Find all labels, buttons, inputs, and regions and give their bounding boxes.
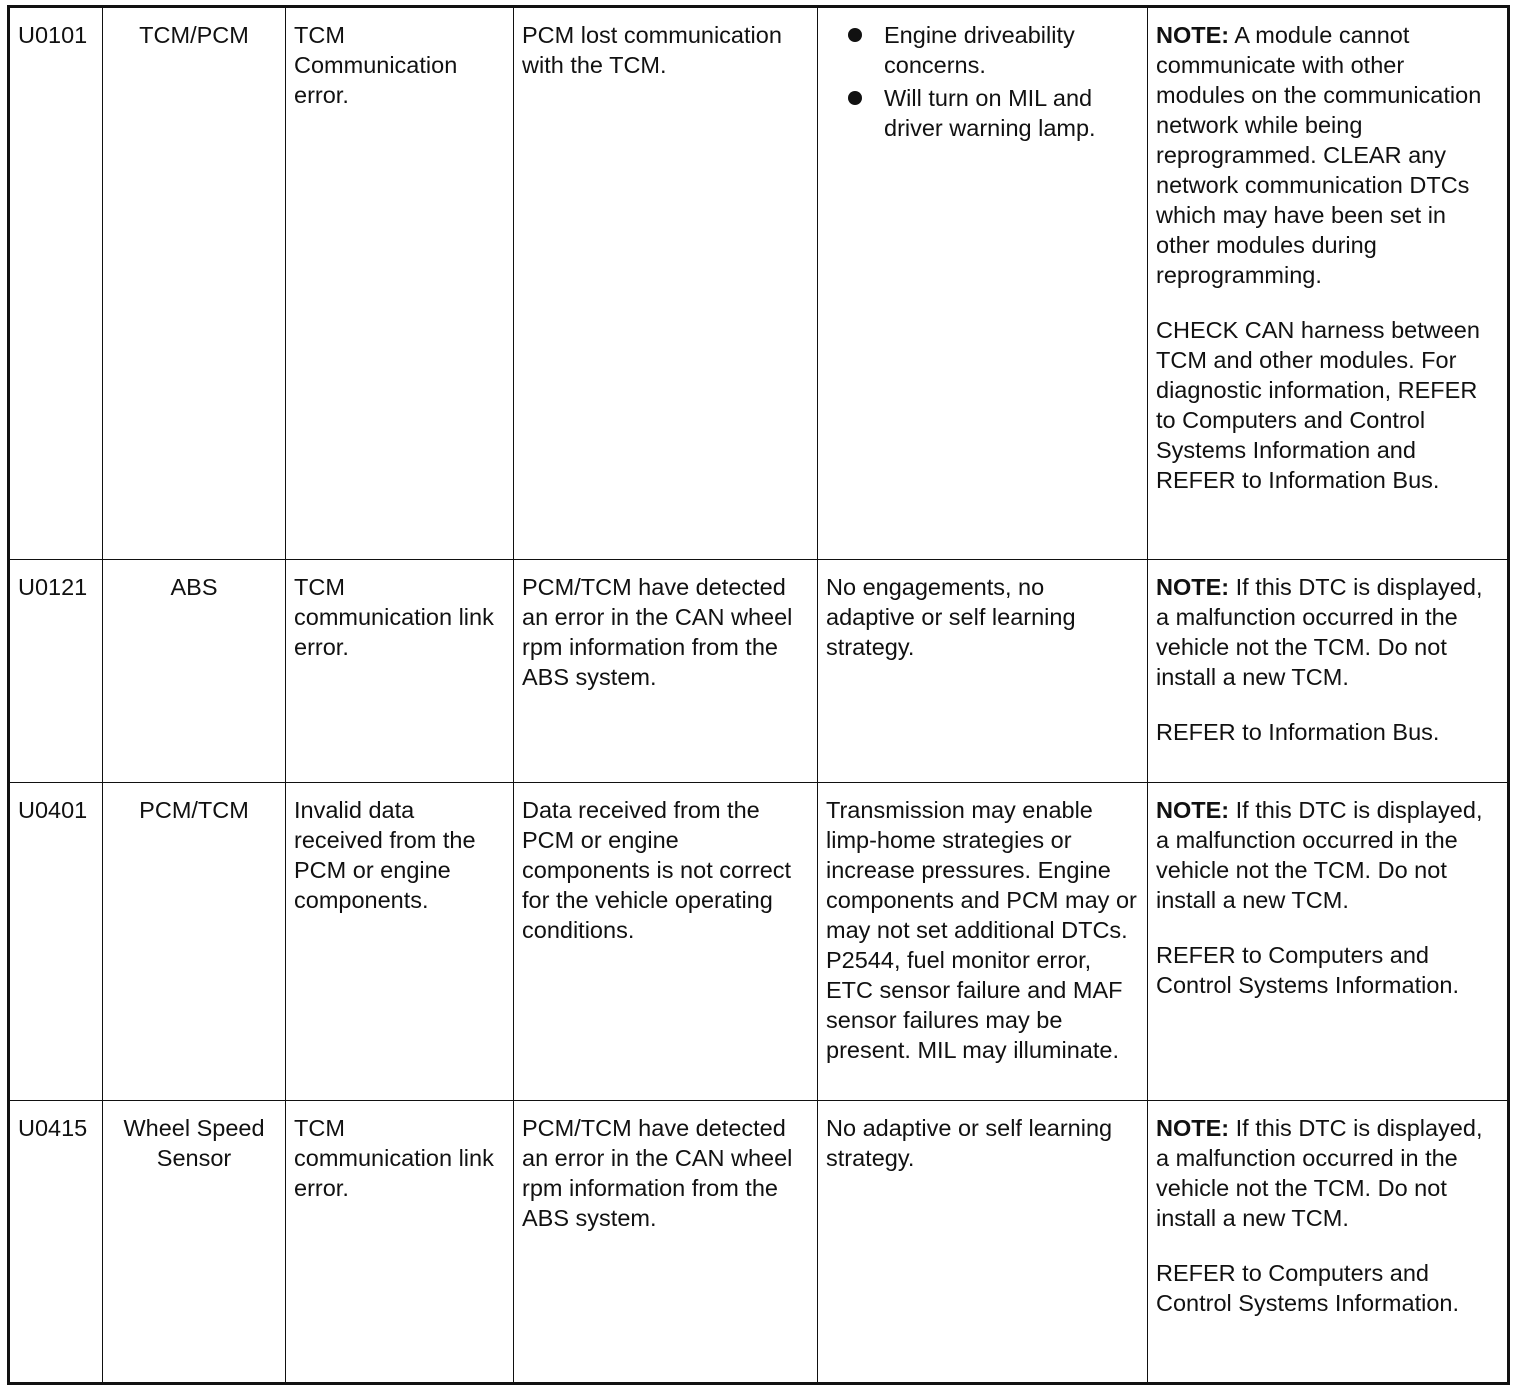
dtc-condition: PCM lost communication with the TCM. bbox=[514, 7, 818, 560]
table-row bbox=[9, 783, 1509, 1101]
dtc-action bbox=[1148, 560, 1509, 783]
dtc-description: Invalid data received from the PCM or engine components. bbox=[286, 783, 514, 1101]
dtc-code: U0401 bbox=[9, 783, 103, 1101]
action-refer: CHECK CAN harness between TCM and other modules. For diagnostic information, REFER to Computers and Control Systems Information and REFER to Information Bus. bbox=[1156, 317, 1480, 493]
dtc-code: U0121 bbox=[9, 560, 103, 783]
action-refer: REFER to Computers and Control Systems Information. bbox=[1156, 1260, 1459, 1316]
table-row bbox=[9, 7, 1509, 560]
symptom-list bbox=[826, 20, 1139, 143]
action-note bbox=[1156, 795, 1499, 915]
dtc-description: TCM communication link error. bbox=[286, 1101, 514, 1384]
dtc-condition: PCM/TCM have detected an error in the CAN wheel rpm information from the ABS system. bbox=[514, 1101, 818, 1384]
action-note bbox=[1156, 572, 1499, 692]
note-text: If this DTC is displayed, a malfunction occurred in the vehicle not the TCM. Do not install a new TCM. bbox=[1156, 1115, 1483, 1231]
action-refer: REFER to Information Bus. bbox=[1156, 719, 1440, 745]
note-label: NOTE: bbox=[1156, 1115, 1230, 1141]
action-note bbox=[1156, 1113, 1499, 1233]
symptom-text: Will turn on MIL and driver warning lamp. bbox=[884, 85, 1096, 141]
dtc-condition: PCM/TCM have detected an error in the CAN wheel rpm information from the ABS system. bbox=[514, 560, 818, 783]
note-label: NOTE: bbox=[1156, 22, 1230, 48]
dtc-module: TCM/PCM bbox=[103, 7, 286, 560]
symptom-item bbox=[844, 83, 1139, 143]
dtc-action bbox=[1148, 7, 1509, 560]
dtc-action bbox=[1148, 783, 1509, 1101]
dtc-symptoms: No adaptive or self learning strategy. bbox=[818, 1101, 1148, 1384]
dtc-description: TCM communication link error. bbox=[286, 560, 514, 783]
note-text: If this DTC is displayed, a malfunction occurred in the vehicle not the TCM. Do not install a new TCM. bbox=[1156, 574, 1483, 690]
note-text: If this DTC is displayed, a malfunction occurred in the vehicle not the TCM. Do not install a new TCM. bbox=[1156, 797, 1483, 913]
bullet-icon bbox=[848, 91, 862, 105]
dtc-code: U0101 bbox=[9, 7, 103, 560]
dtc-module: ABS bbox=[103, 560, 286, 783]
dtc-description: TCM Communication error. bbox=[286, 7, 514, 560]
action-refer: REFER to Computers and Control Systems Information. bbox=[1156, 942, 1459, 998]
dtc-symptoms bbox=[818, 7, 1148, 560]
dtc-module: PCM/TCM bbox=[103, 783, 286, 1101]
dtc-symptoms: No engagements, no adaptive or self learning strategy. bbox=[818, 560, 1148, 783]
symptom-text: Engine driveability concerns. bbox=[884, 22, 1075, 78]
action-note bbox=[1156, 20, 1499, 290]
dtc-table bbox=[7, 5, 1510, 1385]
bullet-icon bbox=[848, 28, 862, 42]
note-text: A module cannot communicate with other modules on the communication network while being reprogrammed. CLEAR any network communication DTCs which may have been set in other modules during reprogramming. bbox=[1156, 22, 1482, 288]
table-row bbox=[9, 560, 1509, 783]
dtc-code: U0415 bbox=[9, 1101, 103, 1384]
symptom-item bbox=[844, 20, 1139, 80]
note-label: NOTE: bbox=[1156, 574, 1230, 600]
table-row bbox=[9, 1101, 1509, 1384]
dtc-symptoms: Transmission may enable limp-home strategies or increase pressures. Engine components and PCM may or may not set additional DTCs. P2544, fuel monitor error, ETC sensor failure and MAF sensor failures may be present. MIL may illuminate. bbox=[818, 783, 1148, 1101]
dtc-condition: Data received from the PCM or engine components is not correct for the vehicle operating conditions. bbox=[514, 783, 818, 1101]
dtc-action bbox=[1148, 1101, 1509, 1384]
note-label: NOTE: bbox=[1156, 797, 1230, 823]
dtc-module: Wheel Speed Sensor bbox=[103, 1101, 286, 1384]
